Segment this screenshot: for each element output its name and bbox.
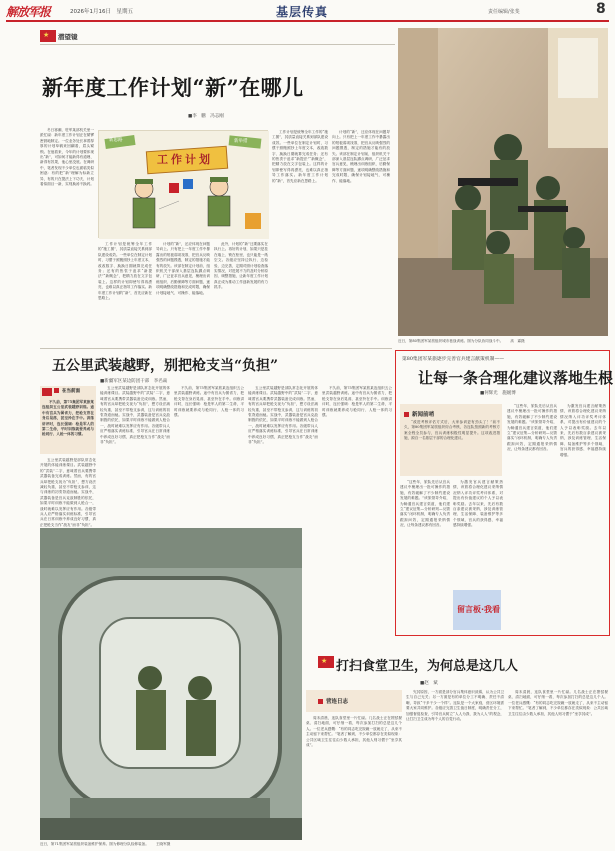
article4-column-2: 究其原因，一方面是部分官兵集体意识淡薄，认为公共卫生与自己无关；另一方面是有的单位分工不明确、责任不清晰，导致“干多干少一个样”。连队是一个大家庭，营区环境需要大家共同维护。各级应完善卫生值日制度，明确责任分工，加强督促检查，引导官兵树立“人人为我、我为人人”的观念，让打扫卫生成为每个人的自觉行动。 [406,690,504,722]
article1-column-5: 工作计划是统筹全年工作的“施工图”，其质量直接关系到部队建设成效。一些单位在制定计划时，习惯于照搬照抄上年度文本，改改数字、换换日期就算完成任务；还有的热衷于追求“新提法”“新概念”，把精力放在文字包装上。这样的计划即使写得再漂亮，也难以真正指导工作落实。新年度工作计划的“新”，首先应新在思路上。 [272,130,328,183]
cartoon-tag-right: 新举措 [234,139,248,144]
vehicle-interior-photo [40,528,302,840]
lead-title-camp-diary: 营连日志 [318,697,348,705]
masthead [6,1,609,22]
cartoon-tag-left: 新思路 [109,138,123,143]
divider [40,44,395,45]
article4-star-badge [318,656,334,668]
headline-canteen-cleaning: 打扫食堂卫生，为何总是这几人 [336,659,519,674]
article1-column-4: 此外，计划的“新”还要落实在执行上。再好的计划，如果只是挂在墙上、锁在柜里，也只能是一纸空文。各级应坚持边执行、边检验、边完善，定期对照计划检查落实情况，对进展不力的及时分析原因、调整措施，让新年度工作计划真正成为推动工作创新发展的有力抓手。 [214,242,268,290]
article1-column-1: 冬日寒潮，驻军某部机关里一派忙碌：新年度工作计划正在紧锣密鼓地制定。一位业务处长拿着厚厚的计划草稿来回翻看，眉头紧锁。在他看来，今年的计划要体现出“新”，可如何才能新得有道理、新得有效果，他心里没底。在调研中，笔者发现不少单位也面临类似困惑：有的把“新”理解为标新立异，有的只在提法上下功夫，计划看似面目一新，实则换汤不换药。 [40,128,94,187]
cartoon-sign-text: 工作计划 [157,153,213,166]
bottom-photo-credit: 王晓军摄 [155,842,171,846]
headline-new-year-plan: 新年度工作计划“新”在哪儿 [42,75,304,100]
byline-article1: ■李 鹏 冯志刚 [188,114,224,119]
cartoon-illustration [98,130,268,238]
article4-column-1: 周末清晨，连队食堂里一片忙碌。几名战士正在擦拭餐桌、清扫地面，可仔细一看，每次参加打扫的总是这几个人。一位老兵感慨：“有的同志吃完饭碗一放就走了，从来不主动留下来帮忙。”笔者了解到，不少单位都存在类似现象：公共区域卫生往往由少数人承担，其他人则习惯于“坐享其成”。 [306,716,402,748]
lead-title-news-sentinel: 新闻前哨 [404,410,434,418]
article3-column-3: 不久前，第75集团军某旅某连组织五公里武装越野训练。途中有官兵为图省力，把枪支背在身后晃荡，甚至拎在手中。训练讲评时，连长强调：枪是军人的第二生命，平时训练就要养成与枪同行、人枪一体的习惯。 [174,386,244,418]
article3-sidebar [40,386,96,454]
message-board-stamp [453,590,501,630]
editor-credit: 责任编辑/张斐 [488,9,520,15]
sidebar-text: 不久前，第75集团军某旅某连组织五公里武装越野训练。途中有官兵为图省力，把枪支背在身后晃荡，甚至拎在手中。训练讲评时，连长强调：枪是军人的第二生命，平时训练就要养成与枪同行、人枪一体的习惯。 [42,400,94,437]
article1-column-6: 计划的“新”，还应体现在问题导向上。只有把上一年度工作中暴露出的短板弱项找准，把官兵反映强烈的问题摸透，制定的措施才能有的放矢。该部在制定计划前，组织机关干部深入基层连队蹲点调研，广泛征求官兵意见，梳理出训练组织、后勤保障等方面问题，逐项明确整改措施和完成时限，确保计划接地气、可操作、能落地。 [332,130,390,183]
article3-column-5: 不久前，第75集团军某旅某连组织五公里武装越野训练。途中有官兵为图省力，把枪支背在身后晃荡，甚至拎在手中。训练讲评时，连长强调：枪是军人的第二生命，平时训练就要养成与枪同行、人枪一体的习惯。 [322,386,392,418]
sidebar-title: 在当前面 [54,388,80,394]
byline-article3: ■新疆军区某边防团干部 李名焱 [100,379,168,384]
article3-column-1: 五公里武装越野是部队常态化开展的体能训练课目。武装越野中的“武装”二字，意味着官兵要携带武器装备完成训练。然而，有的官兵却把枪支视为“负担”，想方设法减轻负重，甚至不带枪支参训，这与训练的初衷背道而驰。实战中，武器装备是官兵克敌制胜的依托，如果平时训练不能做到人枪合一，战时就难以发挥应有作用。各级带兵人应严格落实训练标准，引导官兵在日常训练中养成良好习惯，真正把枪支当作“战友”而非“负担”。 [40,458,96,527]
article3-column-4: 五公里武装越野是部队常态化开展的体能训练课目。武装越野中的“武装”二字，意味着官兵要携带武器装备完成训练。然而，有的官兵却把枪支视为“负担”，想方设法减轻负重，甚至不带枪支参训，这与训练的初衷背道而驰。实战中，武器装备是官兵克敌制胜的依托，如果平时训练不能做到人枪合一，战时就难以发挥应有作用。各级带兵人应严格落实训练标准，引导官兵在日常训练中养成良好习惯，真正把枪支当作“战友”而非“负担”。 [248,386,318,445]
article1-column-2: 工作计划是统筹全年工作的“施工图”，其质量直接关系到部队建设成效。一些单位在制定计划时，习惯于照搬照抄上年度文本，改改数字、换换日期就算完成任务；还有的热衷于追求“新提法”“新概念”，把精力放在文字包装上。这样的计划即使写得再漂亮，也难以真正指导工作落实。新年度工作计划的“新”，首先应新在思路上。 [98,242,152,301]
article2-column-4: 为激发官兵建言献策热情，该旅将合理化建议采纳情况纳入评功评奖考评体系，对提出有价值建议的个人予以表彰奖励。去年以来，先后有数百条建议被采纳，涉及训练管理、生活保障、装备维护等多个领域，官兵的获得感、幸福感持续增强。 [560,404,606,457]
bottom-photo-caption: 近日，第71集团军某旅组织装备维护保养。图为修理分队检修装备。 王晓军摄 [40,842,171,846]
issue-date: 2026年1月16日 星期五 [70,9,133,15]
top-photo-caption: 近日，第80集团军某旅组织城市巷战训练。图为分队协同战斗中。 高 霖摄 [398,339,525,343]
article2-column-1: “这些年，旅队先后从官兵建议中梳理出一批可操作的措施，有效破解了不少制约建设发展的难题。”该旅领导介绍，为畅通官兵建言渠道，他们建立“建议征集—分析研判—反馈落实”闭环机制，明确专人负责跟踪问效，定期通报采纳情况，让每条建议都有回音。 [400,480,450,528]
article2-column-3: “这些年，旅队先后从官兵建议中梳理出一批可操作的措施，有效破解了不少制约建设发展的难题。”该旅领导介绍，为畅通官兵建言渠道，他们建立“建议征集—分析研判—反馈落实”闭环机制，明确专人负责跟踪问效，定期通报采纳情况，让每条建议都有回音。 [507,404,557,452]
column-star-badge [40,30,56,42]
cartoon-drawing [99,131,269,239]
message-board-label: 留言板·我看 [457,605,501,614]
headline-five-km-run: 五公里武装越野，别把枪支当“负担” [52,358,279,374]
section-title: 基层传真 [276,5,329,19]
column-name: 潜望镜 [58,33,78,41]
top-photo-credit: 高 霖摄 [510,339,525,343]
article1-column-3: 计划的“新”，还应体现在问题导向上。只有把上一年度工作中暴露出的短板弱项找准，把官兵反映强烈的问题摸透，制定的措施才能有的放矢。该部在制定计划前，组织机关干部深入基层连队蹲点调研，广泛征求官兵意见，梳理出训练组织、后勤保障等方面问题，逐项明确整改措施和完成时限，确保计划接地气、可操作、能落地。 [156,242,210,295]
byline-article2: ■何辉光 施媛博 [480,391,516,396]
urban-combat-photo [398,28,608,336]
page-number: 8 [596,1,606,17]
article3-column-2: 五公里武装越野是部队常态化开展的体能训练课目。武装越野中的“武装”二字，意味着官兵要携带武器装备完成训练。然而，有的官兵却把枪支视为“负担”，想方设法减轻负重，甚至不带枪支参训，这与训练的初衷背道而驰。实战中，武器装备是官兵克敌制胜的依托，如果平时训练不能做到人枪合一，战时就难以发挥应有作用。各级带兵人应严格落实训练标准，引导官兵在日常训练中养成良好习惯，真正把枪支当作“战友”而非“负担”。 [100,386,170,445]
article4-column-3: 周末清晨，连队食堂里一片忙碌。几名战士正在擦拭餐桌、清扫地面，可仔细一看，每次参加打扫的总是这几个人。一位老兵感慨：“有的同志吃完饭碗一放就走了，从来不主动留下来帮忙。”笔者了解到，不少单位都存在类似现象：公共区域卫生往往由少数人承担，其他人则习惯于“坐享其成”。 [508,690,608,716]
newspaper-logo: 解放军报 [6,5,51,19]
article2-kicker: 第80集团军某旅逐步完善官兵建言献策机制—— [402,357,505,362]
headline-suggestions: 让每一条合理化建议落地生根 [418,369,614,387]
sidebar-star-badge [42,388,52,396]
article2-column-2: 为激发官兵建言献策热情，该旅将合理化建议采纳情况纳入评功评奖考评体系，对提出有价值建议的个人予以表彰奖励。去年以来，先后有数百条建议被采纳，涉及训练管理、生活保障、装备维护等多个领域，官兵的获得感、幸福感持续增强。 [453,480,503,528]
article2-lead-text: “改进考核评估方式后，大家参训更有劲头了！”前不久，第80集团军某旅组织综合考核，各连队按照新的考核方案全程全员参与，官兵训练积极性明显提升。这项改进措施，源自一名基层干部的合理化建议。 [404,420,500,441]
training-photo [398,28,608,336]
divider [40,348,392,349]
equipment-photo [40,528,302,840]
byline-article4: ■赵 斌 [420,681,438,686]
